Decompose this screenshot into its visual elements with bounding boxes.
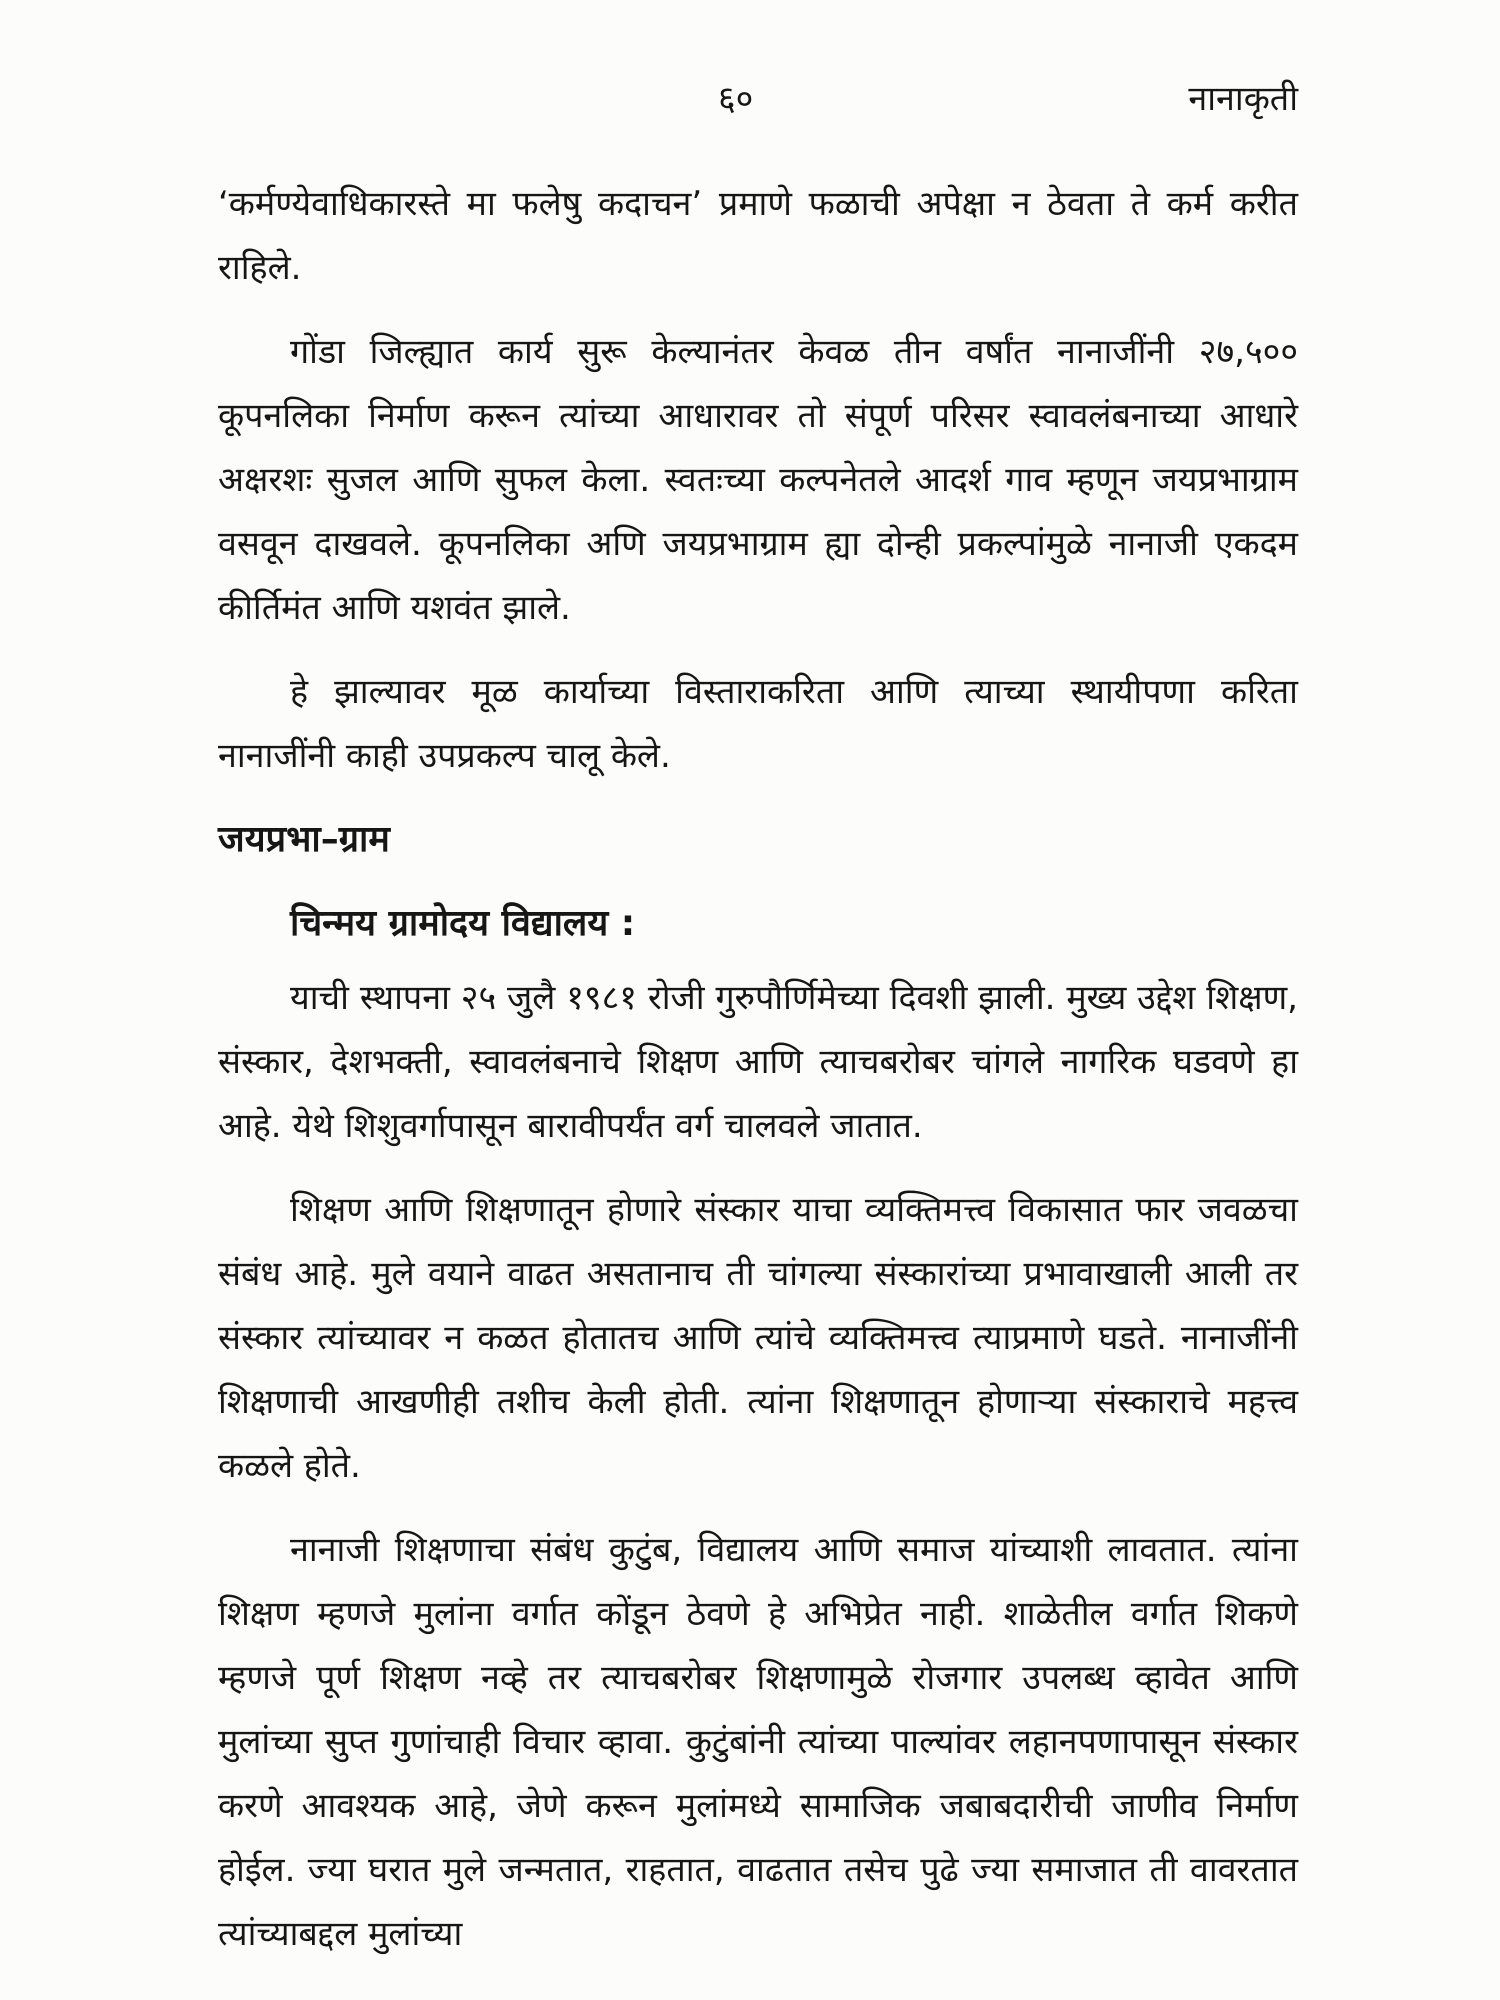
subsection-heading: चिन्मय ग्रामोदय विद्यालय : — [290, 903, 636, 944]
page-header — [218, 74, 1298, 134]
page-body — [218, 172, 1298, 1986]
running-title: नानाकृती — [1188, 79, 1298, 119]
paragraph-6: नानाजी शिक्षणाचा संबंध कुटुंब, विद्यालय आणि समाज यांच्याशी लावतात. त्यांना शिक्षण म्हणजे मुलांना वर्गात कोंडून ठेवणे हे अभिप्रेत नाही. शाळेतील वर्गात शिकणे म्हणजे पूर्ण शिक्षण नव्हे तर त्याचबरोबर शिक्षणामुळे रोजगार उपलब्ध व्हावेत आणि मुलांच्या सुप्त गुणांचाही विचार व्हावा. कुटुंबांनी त्यांच्या पाल्यांवर लहानपणापासून संस्कार करणे आवश्यक आहे, जेणे करून मुलांमध्ये सामाजिक जबाबदारीची जाणीव निर्माण होईल. ज्या घरात मुले जन्मतात, राहतात, वाढतात तसेच पुढे ज्या समाजात ती वावरतात त्यांच्याबद्दल मुलांच्या — [218, 1530, 1298, 1954]
paragraph-3: हे झाल्यावर मूळ कार्याच्या विस्ताराकरिता आणि त्याच्या स्थायीपणा करिता नानाजींनी काही उपप्रकल्प चालू केले. — [218, 672, 1298, 776]
page-number: ६० — [718, 79, 754, 119]
paragraph-5: शिक्षण आणि शिक्षणातून होणारे संस्कार याचा व्यक्तिमत्त्व विकासात फार जवळचा संबंध आहे. मुले वयाने वाढत असतानाच ती चांगल्या संस्कारांच्या प्रभावाखाली आली तर संस्कार त्यांच्यावर न कळत होतातच आणि त्यांचे व्यक्तिमत्त्व त्याप्रमाणे घडते. नानाजींनी शिक्षणाची आखणीही तशीच केली होती. त्यांना शिक्षणातून होणाऱ्या संस्काराचे महत्त्व कळले होते. — [218, 1190, 1298, 1486]
paragraph-4: याची स्थापना २५ जुलै १९८१ रोजी गुरुपौर्णिमेच्या दिवशी झाली. मुख्य उद्देश शिक्षण, संस्कार, देशभक्ती, स्वावलंबनाचे शिक्षण आणि त्याचबरोबर चांगले नागरिक घडवणे हा आहे. येथे शिशुवर्गापासून बारावीपर्यंत वर्ग चालवले जातात. — [218, 978, 1298, 1146]
paragraph-1: ‘कर्मण्येवाधिकारस्ते मा फलेषु कदाचन’ प्रमाणे फळाची अपेक्षा न ठेवता ते कर्म करीत राहिले. — [218, 184, 1298, 288]
section-heading: जयप्रभा–ग्राम — [218, 819, 390, 860]
paragraph-2: गोंडा जिल्ह्यात कार्य सुरू केल्यानंतर केवळ तीन वर्षांत नानाजींनी २७,५०० कूपनलिका निर्माण करून त्यांच्या आधारावर तो संपूर्ण परिसर स्वावलंबनाच्या आधारे अक्षरशः सुजल आणि सुफल केला. स्वतःच्या कल्पनेतले आदर्श गाव म्हणून जयप्रभाग्राम वसवून दाखवले. कूपनलिका अणि जयप्रभाग्राम ह्या दोन्ही प्रकल्पांमुळे नानाजी एकदम कीर्तिमंत आणि यशवंत झाले. — [218, 332, 1298, 628]
